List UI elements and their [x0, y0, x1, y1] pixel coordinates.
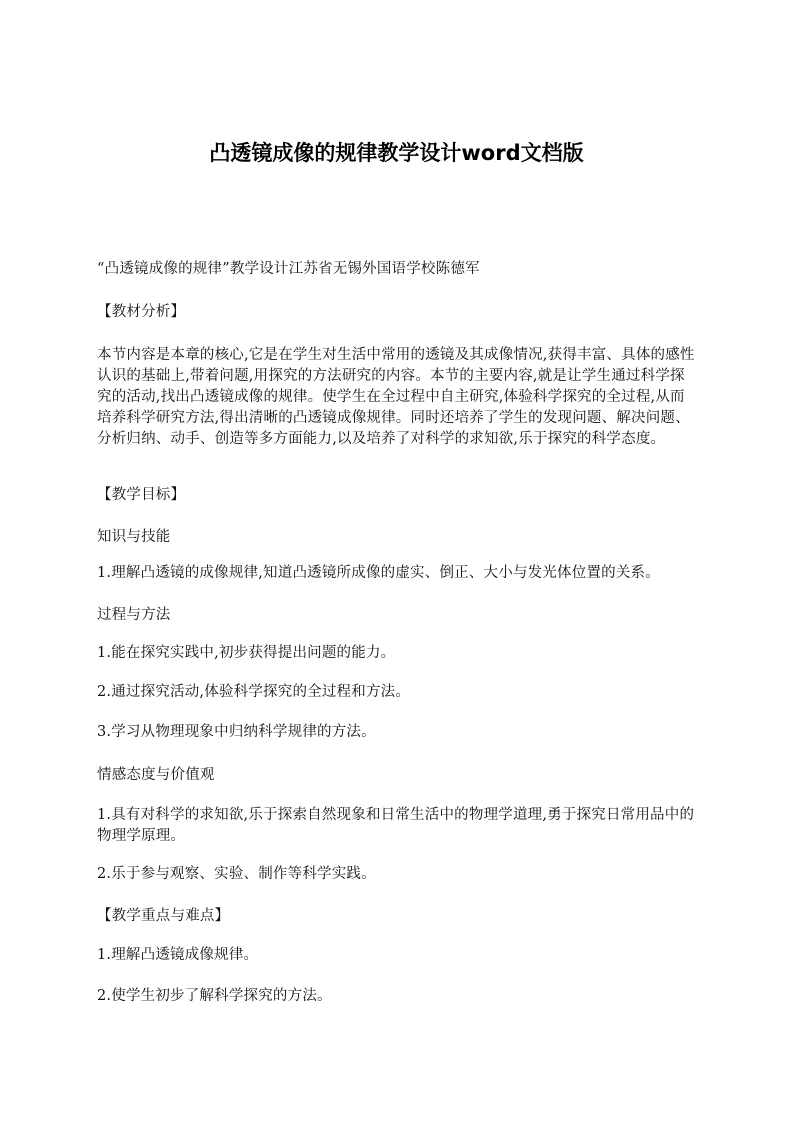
section-heading-materials: 【教材分析】 [97, 304, 186, 320]
subheading-process: 过程与方法 [97, 607, 171, 623]
attitude-item-2: 2.乐于参与观察、实验、制作等科学实践。 [97, 866, 376, 882]
section-heading-key-points: 【教学重点与难点】 [97, 908, 230, 924]
key-point-item-1: 1.理解凸透镜成像规律。 [97, 947, 259, 963]
process-item-1: 1.能在探究实践中,初步获得提出问题的能力。 [97, 645, 396, 661]
section-heading-goals: 【教学目标】 [97, 487, 186, 503]
key-point-item-2: 2.使学生初步了解科学探究的方法。 [97, 988, 332, 1004]
attitude-item-1: 1.具有对科学的求知欲,乐于探索自然现象和日常生活中的物理学道理,勇于探究日常用品中的物理学原理。 [97, 807, 695, 844]
document-title: 凸透镜成像的规律教学设计word文档版 [209, 141, 584, 165]
byline: “凸透镜成像的规律”教学设计江苏省无锡外国语学校陈德军 [97, 261, 480, 277]
process-item-3: 3.学习从物理现象中归纳科学规律的方法。 [97, 724, 376, 740]
knowledge-item-1: 1.理解凸透镜的成像规律,知道凸透镜所成像的虚实、倒正、大小与发光体位置的关系。 [97, 565, 660, 581]
subheading-knowledge: 知识与技能 [97, 529, 171, 545]
materials-paragraph: 本节内容是本章的核心,它是在学生对生活中常用的透镜及其成像情况,获得丰富、具体的感性认识的基础上,带着问题,用探究的方法研究的内容。本节的主要内容,就是让学生通过科学探究的活动,找出凸透镜成像的规律。使学生在全过程中自主研究,体验科学探究的全过程,从而培养科学研究方法,得出清晰的凸透镜成像规律。同时还培养了学生的发现问题、解决问题、分析归纳、动手、创造等多方面能力,以及培养了对科学的求知欲,乐于探究的科学态度。 [97, 347, 695, 447]
subheading-attitude: 情感态度与价值观 [97, 767, 215, 783]
process-item-2: 2.通过探究活动,体验科学探究的全过程和方法。 [97, 684, 411, 700]
